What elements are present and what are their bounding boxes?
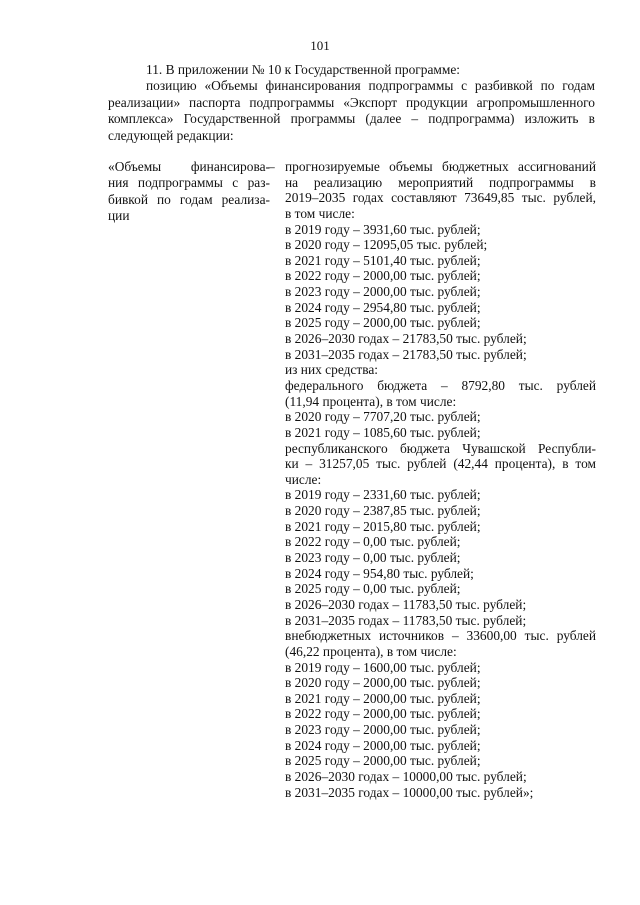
position-title-line: «Объемы финансирова- <box>108 159 270 174</box>
funding-year-item: в 2021 году – 5101,40 тыс. рублей; <box>285 252 481 268</box>
funding-total: 2019–2035 годах составляют 73649,85 тыс. рублей, <box>285 190 596 206</box>
funding-year-item: в 2022 году – 0,00 тыс. рублей; <box>285 534 461 550</box>
funding-year-item: в 2020 году – 7707,20 тыс. рублей; <box>285 409 481 425</box>
federal-budget-total: федерального бюджета – 8792,80 тыс. рублей <box>285 377 596 393</box>
intro-heading: 11. В приложении № 10 к Государственной программе: <box>146 62 461 77</box>
funding-line: в том числе: <box>285 205 355 221</box>
extrabudgetary-total: внебюджетных источников – 33600,00 тыс. рублей <box>285 628 596 644</box>
funding-year-item: в 2019 году – 2331,60 тыс. рублей; <box>285 487 481 503</box>
funding-line: прогнозируемые объемы бюджетных ассигнований <box>285 159 596 174</box>
intro-line: позицию «Объемы финансирования подпрограммы с разбивкой по годам <box>146 78 595 94</box>
funding-year-item: в 2026–2030 годах – 10000,00 тыс. рублей; <box>285 768 527 784</box>
funding-year-item: в 2022 году – 2000,00 тыс. рублей; <box>285 706 481 722</box>
funding-line: из них средства: <box>285 362 379 378</box>
position-title-line: ции <box>108 208 130 224</box>
funding-year-item: в 2031–2035 годах – 11783,50 тыс. рублей; <box>285 612 527 628</box>
page-number: 101 <box>310 38 330 53</box>
funding-year-item: в 2024 году – 2000,00 тыс. рублей; <box>285 737 481 753</box>
position-title-line: ния подпрограммы с раз- <box>108 175 270 191</box>
funding-year-item: в 2026–2030 годах – 21783,50 тыс. рублей; <box>285 331 527 347</box>
funding-year-item: в 2031–2035 годах – 21783,50 тыс. рублей; <box>285 346 527 362</box>
funding-year-item: в 2021 году – 2015,80 тыс. рублей; <box>285 518 481 534</box>
funding-description <box>285 159 596 800</box>
funding-year-item: в 2024 году – 2954,80 тыс. рублей; <box>285 299 481 315</box>
funding-year-item: в 2026–2030 годах – 11783,50 тыс. рублей; <box>285 596 527 612</box>
funding-year-item: в 2020 году – 12095,05 тыс. рублей; <box>285 237 488 253</box>
intro-paragraph <box>108 62 595 144</box>
funding-year-item: в 2025 году – 0,00 тыс. рублей; <box>285 581 461 597</box>
funding-line: числе: <box>285 471 322 487</box>
funding-year-item: в 2023 году – 0,00 тыс. рублей; <box>285 550 461 566</box>
funding-year-item: в 2021 году – 1085,60 тыс. рублей; <box>285 424 481 440</box>
position-title-line: бивкой по годам реализа- <box>108 191 270 207</box>
funding-year-item: в 2025 году – 2000,00 тыс. рублей; <box>285 753 481 769</box>
funding-line: ки – 31257,05 тыс. рублей (42,44 процента), в том <box>285 456 596 472</box>
intro-line: реализации» паспорта подпрограммы «Экспорт продукции агропромышленного <box>108 94 595 110</box>
funding-year-item: в 2024 году – 954,80 тыс. рублей; <box>285 565 474 581</box>
funding-line: (46,22 процента), в том числе: <box>285 643 457 659</box>
intro-line: комплекса» Государственной программы (далее – подпрограмма) изложить в <box>108 111 595 127</box>
republican-budget-total: республиканского бюджета Чувашской Республи- <box>285 440 596 456</box>
funding-year-item: в 2023 году – 2000,00 тыс. рублей; <box>285 722 481 738</box>
position-title <box>108 159 270 225</box>
separator-dash: – <box>268 159 275 174</box>
funding-year-item: в 2020 году – 2000,00 тыс. рублей; <box>285 675 481 691</box>
funding-line: на реализацию мероприятий подпрограммы в <box>285 174 596 190</box>
funding-year-item: в 2020 году – 2387,85 тыс. рублей; <box>285 503 481 519</box>
funding-year-item: в 2021 году – 2000,00 тыс. рублей; <box>285 690 481 706</box>
funding-year-item: в 2025 году – 2000,00 тыс. рублей; <box>285 315 481 331</box>
funding-year-item: в 2031–2035 годах – 10000,00 тыс. рублей»; <box>285 784 534 800</box>
funding-year-item: в 2022 году – 2000,00 тыс. рублей; <box>285 268 481 284</box>
funding-year-item: в 2023 году – 2000,00 тыс. рублей; <box>285 284 481 300</box>
funding-year-item: в 2019 году – 3931,60 тыс. рублей; <box>285 221 481 237</box>
funding-year-item: в 2019 году – 1600,00 тыс. рублей; <box>285 659 481 675</box>
funding-line: (11,94 процента), в том числе: <box>285 393 457 409</box>
intro-line: следующей редакции: <box>108 127 234 143</box>
